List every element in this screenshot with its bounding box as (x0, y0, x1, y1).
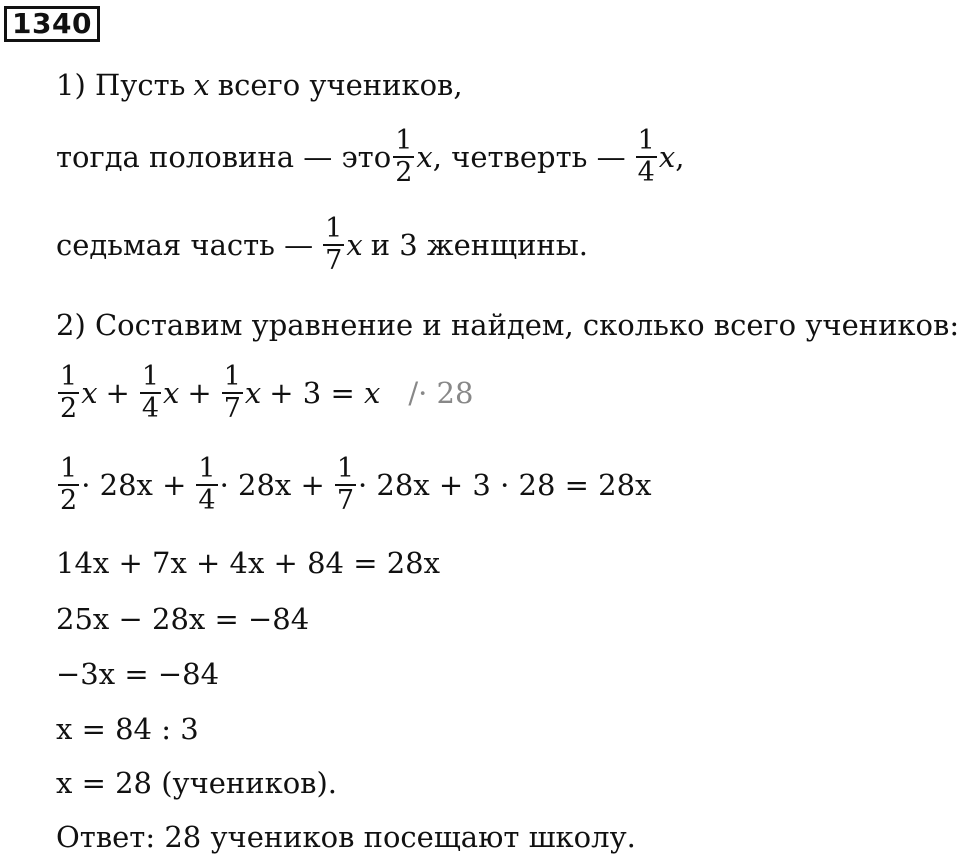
equation-7-text: x = 28 (учеников). (56, 766, 338, 800)
equation-5 (56, 657, 219, 691)
step1-line2: тогда половина — это $\frac{1}{2}$ x , четверть — $\frac{1}{4}$ x , (56, 125, 685, 188)
step1-line1-post: всего учеников, (217, 68, 463, 102)
equation-3-text: 14x + 7x + 4x + 84 = 28x (56, 546, 440, 580)
fraction-quarter: $\frac{1}{4}$ (637, 125, 655, 188)
equation-1-rest: + 3 = (269, 376, 364, 410)
step1-line1-pre: 1) Пусть (56, 68, 186, 102)
var-x: x (193, 68, 210, 102)
fraction-seventh: $\frac{1}{7}$ (223, 361, 241, 424)
equation-4 (56, 602, 309, 636)
fraction-half: $\frac{1}{2}$ (395, 125, 413, 188)
step1-line2-a: тогда половина — это (56, 140, 392, 174)
equation-2-tail: · 28x + 3 · 28 = 28x (358, 468, 652, 502)
equation-2-part-a: · 28x + (81, 468, 187, 502)
step2-title-text: 2) Составим уравнение и найдем, сколько всего учеников: (56, 308, 960, 342)
step1-line1 (56, 68, 463, 102)
step1-line3 (56, 214, 588, 276)
var-x: x (81, 376, 98, 410)
multiplier-note: /· 28 (408, 376, 474, 410)
equation-5-text: −3x = −84 (56, 657, 220, 691)
step2-title (56, 308, 959, 342)
var-x: x (363, 376, 381, 410)
var-x: x (346, 228, 363, 262)
equation-4-text: 25x − 28x = −84 (56, 602, 310, 636)
answer-text: Ответ: 28 учеников посещают школу. (56, 820, 636, 854)
equation-7 (56, 766, 337, 800)
fraction-half: $\frac{1}{2}$ (60, 453, 78, 516)
step1-line3-a: седьмая часть — (56, 228, 314, 262)
problem-number: 1340 (4, 6, 100, 42)
step1-line2-b: , четверть — (432, 140, 626, 174)
answer (56, 820, 636, 854)
step1-line3-b: и 3 женщины. (370, 228, 589, 262)
equation-6-text: x = 84 : 3 (56, 712, 199, 746)
equation-1: $\frac{1}{2}$ x + $\frac{1}{4}$ x + $\frac{1}{7}$ x + 3 = x /· 28 (60, 361, 474, 424)
var-x: x (244, 376, 262, 410)
fraction-quarter: $\frac{1}{4}$ (141, 361, 160, 424)
equation-3 (56, 546, 440, 580)
var-x: x (163, 376, 180, 410)
equation-2-part-b: · 28x + (219, 468, 325, 502)
var-x: x (416, 140, 433, 174)
fraction-seventh: $\frac{1}{7}$ (336, 453, 354, 516)
equation-6 (56, 712, 199, 746)
equation-2 (56, 454, 651, 516)
var-x: x (658, 140, 676, 174)
fraction-quarter: $\frac{1}{4}$ (198, 453, 216, 516)
fraction-seventh: $\frac{1}{7}$ (325, 213, 343, 276)
fraction-half: $\frac{1}{2}$ (60, 361, 78, 424)
